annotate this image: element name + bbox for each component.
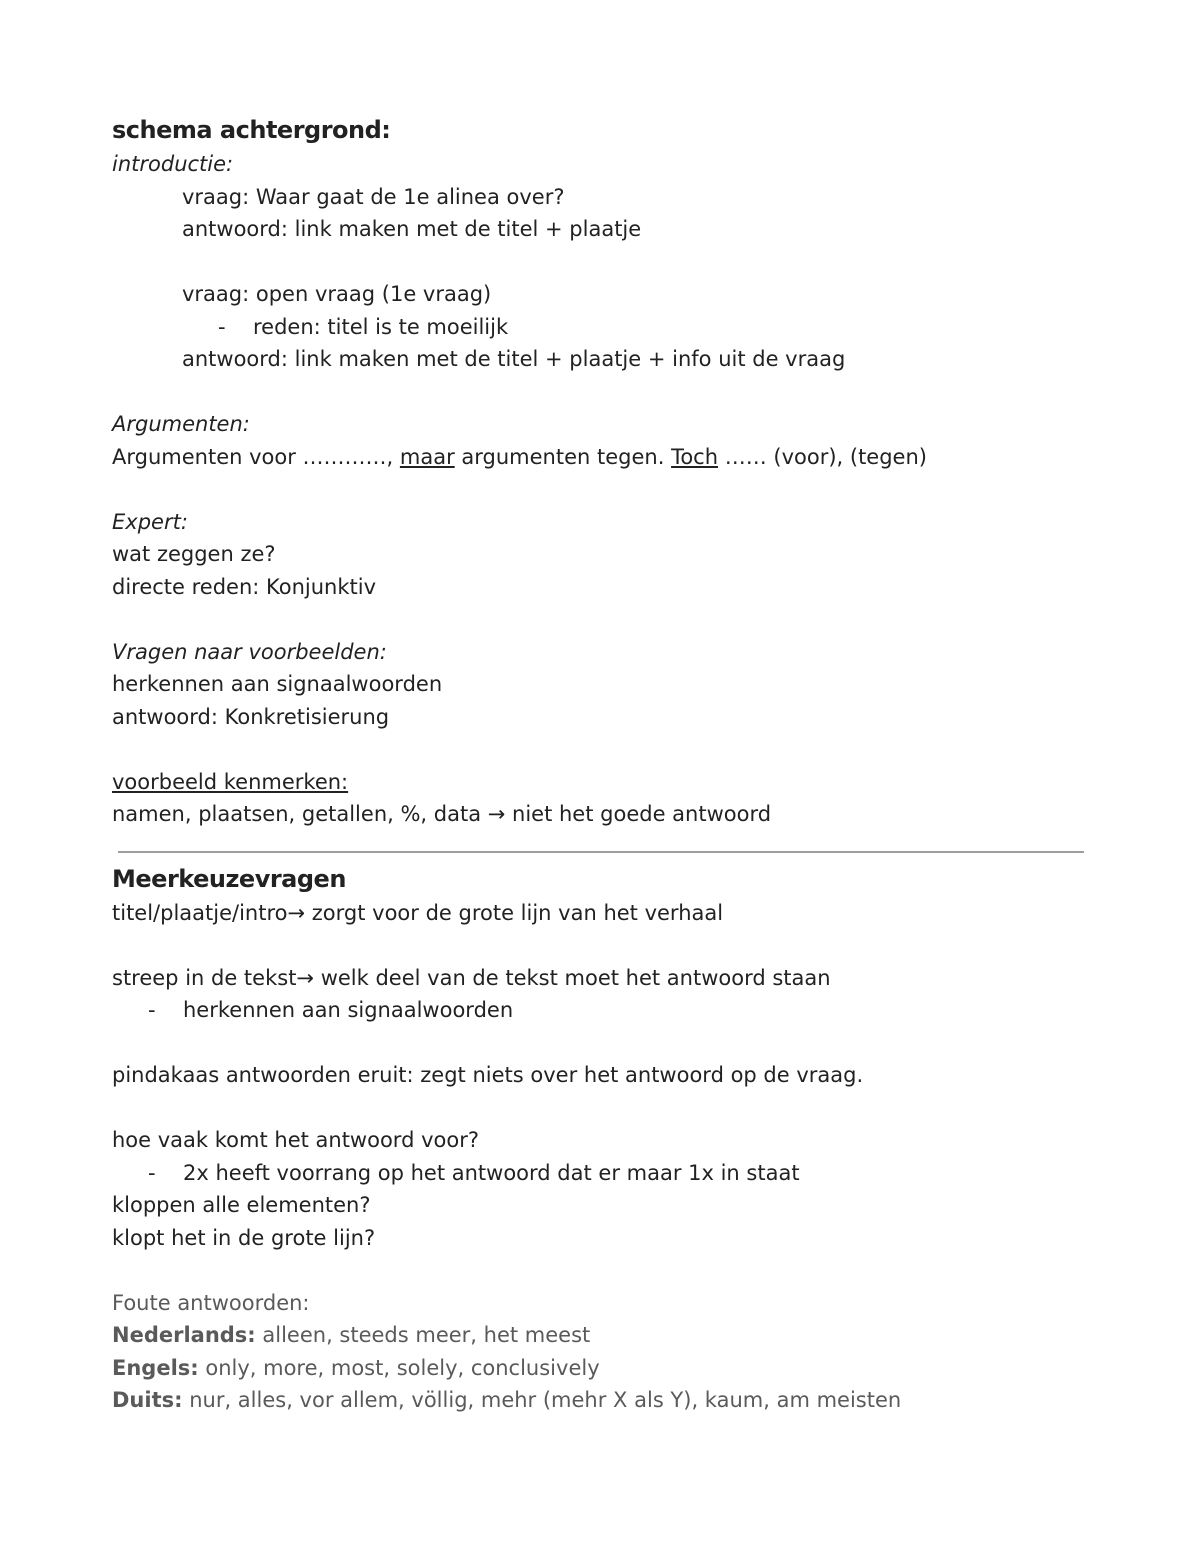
mc-line-1: titel/plaatje/intro→ zorgt voor de grote lijn van het verhaal (112, 900, 724, 925)
wrong-answers-german-label: Duits: (112, 1388, 183, 1412)
wrong-answers-german-words: nur, alles, vor allem, völlig, mehr (mehr X als Y), kaum, am meisten (182, 1388, 902, 1412)
mc-line-4-bullet (112, 1157, 1092, 1190)
arguments-part-2: argumenten tegen. (454, 444, 672, 469)
bullet-dash: - (218, 314, 226, 339)
intro-question-2-bullet (112, 311, 1092, 344)
arguments-toch: Toch (671, 444, 719, 469)
kenmerken-line-1: namen, plaatsen, getallen, %, data → niet het goede antwoord (112, 802, 772, 826)
examples-label: Vragen naar voorbeelden: (112, 639, 387, 664)
spacer (112, 246, 1092, 279)
spacer (112, 1254, 1092, 1287)
spacer (112, 603, 1092, 636)
mc-line-4: hoe vaak komt het antwoord voor? (112, 1128, 479, 1152)
spacer (112, 929, 1092, 962)
intro-label: introductie: (112, 152, 234, 176)
spacer (112, 473, 1092, 506)
section-title-schema: schema achtergrond: (112, 116, 391, 144)
arguments-label: Argumenten: (112, 412, 250, 436)
section-title-meerkeuze: Meerkeuzevragen (112, 864, 346, 893)
arguments-part-1: Argumenten voor …………, (112, 444, 400, 469)
wrong-answers-english-words: only, more, most, solely, conclusively (198, 1355, 600, 1380)
spacer (112, 376, 1092, 409)
wrong-answers-english (112, 1352, 1092, 1385)
intro-question-1: vraag: Waar gaat de 1e alinea over? (182, 184, 565, 209)
bullet-dash: - (148, 1160, 156, 1185)
horizontal-divider (118, 851, 1084, 853)
expert-label: Expert: (112, 509, 188, 534)
document-content (112, 112, 1092, 1417)
spacer (112, 1027, 1092, 1060)
wrong-answers-german (112, 1384, 1092, 1417)
examples-line-1: herkennen aan signaalwoorden (112, 672, 443, 696)
wrong-answers-label: Foute antwoorden: (112, 1290, 310, 1315)
bullet-dash: - (148, 998, 156, 1022)
mc-line-2-bullet (112, 994, 1092, 1027)
bullet-text: herkennen aan signaalwoorden (183, 998, 514, 1022)
wrong-answers-english-label: Engels: (112, 1355, 199, 1380)
expert-line-2: directe reden: Konjunktiv (112, 574, 377, 599)
kenmerken-label: voorbeeld kenmerken: (112, 769, 349, 794)
spacer (112, 733, 1092, 766)
arguments-template (112, 441, 1092, 474)
arguments-maar: maar (399, 444, 455, 469)
expert-line-1: wat zeggen ze? (112, 542, 276, 566)
wrong-answers-dutch-words: alleen, steeds meer, het meest (255, 1323, 591, 1347)
intro-answer-1: antwoord: link maken met de titel + plaatje (182, 217, 642, 241)
mc-line-2: streep in de tekst→ welk deel van de tekst moet het antwoord staan (112, 965, 831, 990)
intro-question-2: vraag: open vraag (1e vraag) (182, 282, 492, 306)
mc-line-6: klopt het in de grote lijn? (112, 1225, 376, 1250)
wrong-answers-dutch-label: Nederlands: (112, 1323, 256, 1347)
mc-line-5: kloppen alle elementen? (112, 1193, 371, 1217)
bullet-text: 2x heeft voorrang op het antwoord dat er maar 1x in staat (183, 1160, 800, 1185)
examples-line-2: antwoord: Konkretisierung (112, 704, 390, 729)
mc-line-3: pindakaas antwoorden eruit: zegt niets over het antwoord op de vraag. (112, 1063, 864, 1087)
bullet-text: reden: titel is te moeilijk (253, 314, 509, 339)
arguments-part-3: …… (voor), (tegen) (718, 444, 927, 469)
spacer (112, 1092, 1092, 1125)
wrong-answers-dutch (112, 1319, 1092, 1352)
intro-answer-2: antwoord: link maken met de titel + plaatje + info uit de vraag (182, 347, 846, 371)
